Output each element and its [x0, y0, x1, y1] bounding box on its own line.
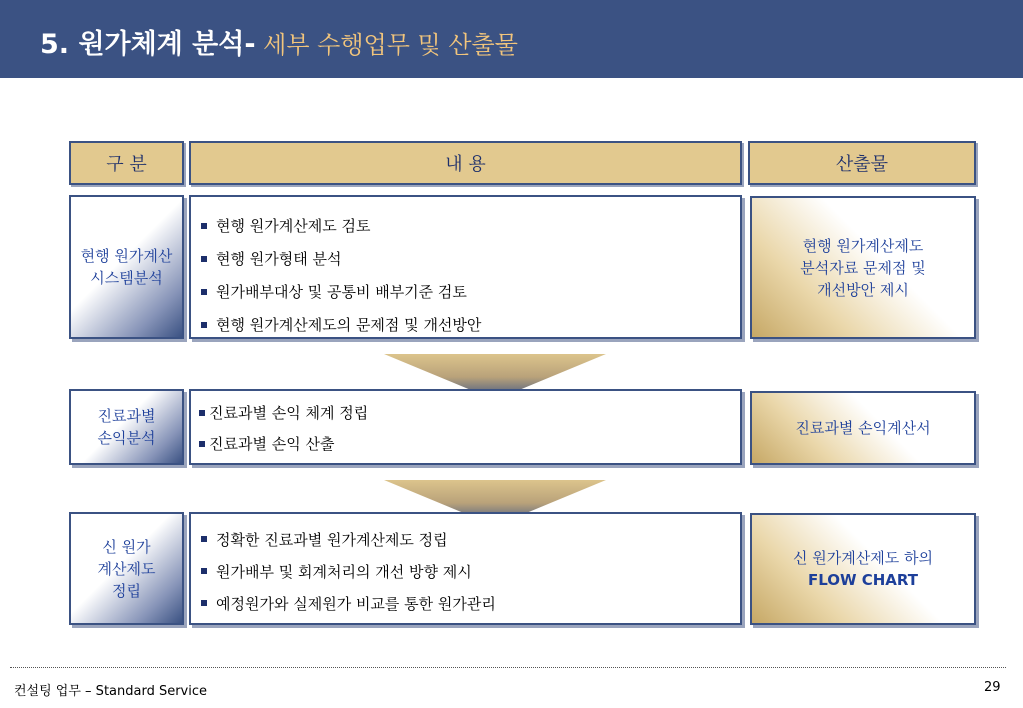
- item-text: 현행 원가형태 분석: [216, 250, 342, 268]
- row1-category-line: 현행 원가계산: [80, 247, 173, 265]
- title-sub: 세부 수행업무 및 산출물: [255, 31, 518, 59]
- bullet-icon: [199, 441, 205, 447]
- row3-output: [750, 513, 976, 625]
- item-text: 현행 원가계산제도 검토: [216, 217, 371, 235]
- bullet-icon: [201, 223, 207, 229]
- row1-content: [189, 195, 742, 339]
- row3-output-line: 신 원가계산제도 하의: [793, 549, 933, 567]
- row1-category-line: 시스템분석: [90, 269, 163, 287]
- list-item: [201, 523, 740, 555]
- list-item: [199, 428, 740, 459]
- list-item: [201, 308, 740, 341]
- footer-divider: [10, 667, 1006, 668]
- row2-category: [69, 389, 184, 465]
- row1-category: [69, 195, 184, 339]
- page-number: 29: [984, 680, 1001, 695]
- row1-output-line: 현행 원가계산제도: [802, 236, 924, 255]
- bullet-icon: [201, 600, 207, 606]
- bullet-icon: [201, 256, 207, 262]
- row3-category-line: 정립: [112, 581, 141, 600]
- row1-output-line: 분석자료 문제점 및: [800, 258, 926, 277]
- row3-category-line: 계산제도: [97, 559, 156, 578]
- list-item: [199, 397, 740, 428]
- row3-output-line: FLOW CHART: [807, 571, 919, 589]
- bullet-icon: [201, 289, 207, 295]
- row2-content: [189, 389, 742, 465]
- list-item: [201, 242, 740, 275]
- item-text: 원가배부 및 회계처리의 개선 방향 제시: [216, 562, 472, 581]
- row2-output-line: 진료과별 손익계산서: [795, 419, 931, 437]
- header-output: 산출물: [748, 141, 976, 185]
- item-text: 원가배부대상 및 공통비 배부기준 검토: [216, 283, 467, 301]
- item-text: 예정원가와 실제원가 비교를 통한 원가관리: [216, 594, 496, 613]
- row3-category-line: 신 원가: [102, 537, 151, 556]
- row2-category-line: 손익분석: [97, 429, 156, 447]
- row3-content: [189, 512, 742, 625]
- row1-output: [750, 196, 976, 339]
- list-item: [201, 275, 740, 308]
- row2-category-line: 진료과별: [97, 407, 156, 425]
- header-category: 구 분: [69, 141, 184, 185]
- bullet-icon: [199, 410, 205, 416]
- bullet-icon: [201, 536, 207, 542]
- list-item: [201, 587, 740, 619]
- row1-output-line: 개선방안 제시: [817, 280, 909, 299]
- list-item: [201, 209, 740, 242]
- bullet-icon: [201, 322, 207, 328]
- title-bar: [0, 0, 1023, 78]
- row3-category: [69, 512, 184, 625]
- list-item: [201, 555, 740, 587]
- bullet-icon: [201, 568, 207, 574]
- item-text: 현행 원가계산제도의 문제점 및 개선방안: [216, 316, 482, 334]
- footer-text: 컨설팅 업무 – Standard Service: [14, 684, 208, 699]
- item-text: 진료과별 손익 체계 정립: [209, 404, 369, 422]
- header-content: 내 용: [189, 141, 742, 185]
- page-title: [40, 22, 518, 61]
- item-text: 정확한 진료과별 원가계산제도 정립: [216, 530, 448, 549]
- item-text: 진료과별 손익 산출: [209, 435, 335, 453]
- row2-output: [750, 391, 976, 465]
- title-main: 5. 원가체계 분석-: [40, 29, 256, 60]
